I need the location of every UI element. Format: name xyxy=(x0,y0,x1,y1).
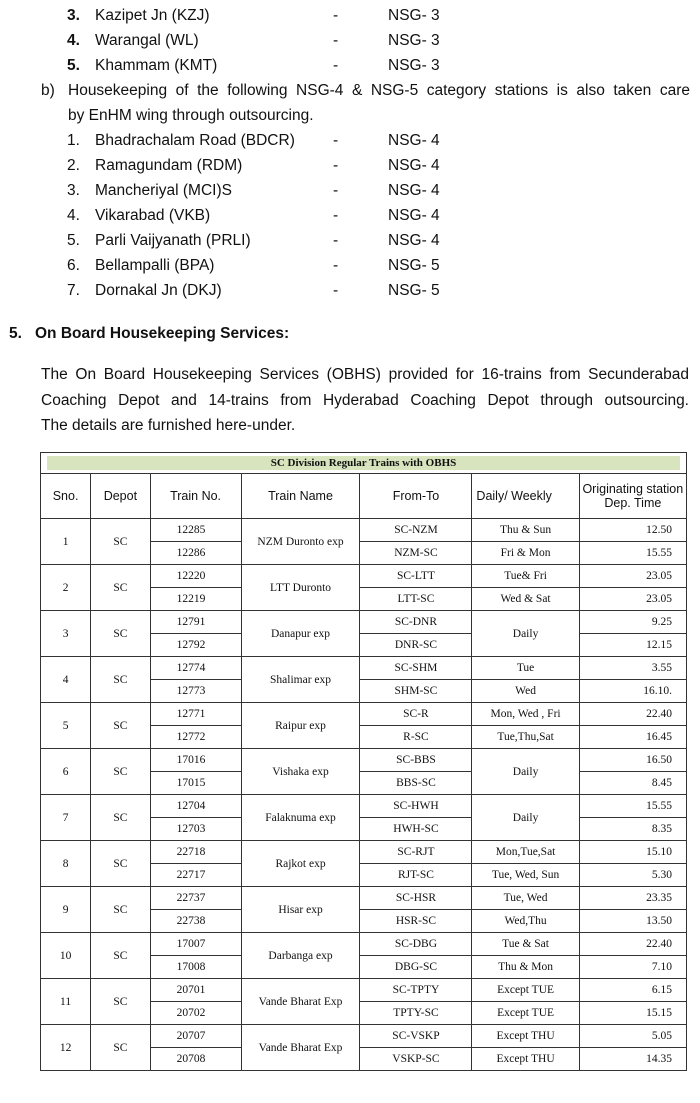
station-category: NSG- 5 xyxy=(388,257,440,274)
cell-train-no: 20708 xyxy=(150,1048,241,1071)
cell-from-to: NZM-SC xyxy=(360,542,472,565)
station-category: NSG- 4 xyxy=(388,132,440,149)
list-item xyxy=(0,278,700,303)
item-b-text-line: by EnHM wing through outsourcing. xyxy=(68,107,314,124)
header-train-no: Train No. xyxy=(150,474,241,519)
cell-train-name: LTT Duronto xyxy=(241,565,360,611)
item-b-text-line: Housekeeping of the following NSG-4 & NSG-5 category stations is also taken care xyxy=(68,82,690,99)
cell-from-to: BBS-SC xyxy=(360,772,472,795)
cell-from-to: R-SC xyxy=(360,726,472,749)
cell-dep-time: 15.55 xyxy=(579,795,686,818)
table-caption-row xyxy=(41,453,687,474)
cell-train-name: NZM Duronto exp xyxy=(241,519,360,565)
cell-sno: 7 xyxy=(41,795,91,841)
cell-from-to: SC-R xyxy=(360,703,472,726)
cell-days: Tue, Wed, Sun xyxy=(472,864,579,887)
cell-from-to: SC-LTT xyxy=(360,565,472,588)
station-name: Vikarabad (VKB) xyxy=(95,207,211,224)
cell-train-no: 12772 xyxy=(150,726,241,749)
cell-train-name: Falaknuma exp xyxy=(241,795,360,841)
cell-dep-time: 5.30 xyxy=(579,864,686,887)
item-number: 6. xyxy=(67,257,80,274)
cell-days: Mon, Wed , Fri xyxy=(472,703,579,726)
table-row xyxy=(41,841,687,864)
list-item xyxy=(0,128,700,153)
cell-sno: 5 xyxy=(41,703,91,749)
cell-days: Tue& Fri xyxy=(472,565,579,588)
cell-days: Wed,Thu xyxy=(472,910,579,933)
cell-sno: 3 xyxy=(41,611,91,657)
cell-from-to: DBG-SC xyxy=(360,956,472,979)
cell-days: Tue xyxy=(472,657,579,680)
cell-train-no: 12285 xyxy=(150,519,241,542)
cell-from-to: SC-RJT xyxy=(360,841,472,864)
cell-from-to: SHM-SC xyxy=(360,680,472,703)
cell-depot: SC xyxy=(91,841,150,887)
cell-train-no: 22718 xyxy=(150,841,241,864)
separator-dash: - xyxy=(333,232,339,249)
cell-dep-time: 22.40 xyxy=(579,703,686,726)
separator-dash: - xyxy=(333,32,339,49)
section-number: 5. xyxy=(9,325,22,342)
cell-train-name: Shalimar exp xyxy=(241,657,360,703)
table-row xyxy=(41,749,687,772)
cell-depot: SC xyxy=(91,795,150,841)
cell-days: Except THU xyxy=(472,1025,579,1048)
separator-dash: - xyxy=(333,132,339,149)
cell-train-name: Vande Bharat Exp xyxy=(241,979,360,1025)
station-category: NSG- 3 xyxy=(388,7,440,24)
cell-depot: SC xyxy=(91,611,150,657)
cell-train-no: 17016 xyxy=(150,749,241,772)
cell-train-no: 17015 xyxy=(150,772,241,795)
cell-train-no: 20701 xyxy=(150,979,241,1002)
cell-from-to: SC-HSR xyxy=(360,887,472,910)
item-number: 5. xyxy=(67,232,80,249)
station-name: Khammam (KMT) xyxy=(95,57,218,74)
section-title: On Board Housekeeping Services: xyxy=(35,325,290,342)
cell-dep-time: 16.50 xyxy=(579,749,686,772)
cell-dep-time: 12.15 xyxy=(579,634,686,657)
cell-train-no: 12220 xyxy=(150,565,241,588)
cell-train-name: Danapur exp xyxy=(241,611,360,657)
cell-train-name: Raipur exp xyxy=(241,703,360,749)
station-category: NSG- 4 xyxy=(388,182,440,199)
list-item xyxy=(0,203,700,228)
cell-dep-time: 9.25 xyxy=(579,611,686,634)
cell-from-to: SC-TPTY xyxy=(360,979,472,1002)
cell-days: Tue,Thu,Sat xyxy=(472,726,579,749)
cell-from-to: VSKP-SC xyxy=(360,1048,472,1071)
cell-dep-time: 6.15 xyxy=(579,979,686,1002)
table-row xyxy=(41,657,687,680)
cell-from-to: LTT-SC xyxy=(360,588,472,611)
list-item xyxy=(0,53,700,78)
cell-dep-time: 23.05 xyxy=(579,588,686,611)
cell-dep-time: 13.50 xyxy=(579,910,686,933)
cell-depot: SC xyxy=(91,565,150,611)
cell-depot: SC xyxy=(91,887,150,933)
separator-dash: - xyxy=(333,7,339,24)
cell-dep-time: 8.35 xyxy=(579,818,686,841)
station-category: NSG- 3 xyxy=(388,32,440,49)
item-number: 2. xyxy=(67,157,80,174)
table-row xyxy=(41,1025,687,1048)
list-item xyxy=(0,228,700,253)
cell-days: Except TUE xyxy=(472,979,579,1002)
cell-dep-time: 16.10. xyxy=(579,680,686,703)
list-item xyxy=(0,28,700,53)
station-name: Dornakal Jn (DKJ) xyxy=(95,282,222,299)
table-caption: SC Division Regular Trains with OBHS xyxy=(47,456,680,470)
cell-from-to: HSR-SC xyxy=(360,910,472,933)
cell-dep-time: 16.45 xyxy=(579,726,686,749)
station-category: NSG- 4 xyxy=(388,157,440,174)
separator-dash: - xyxy=(333,182,339,199)
cell-train-no: 12792 xyxy=(150,634,241,657)
cell-train-no: 12773 xyxy=(150,680,241,703)
separator-dash: - xyxy=(333,57,339,74)
cell-days: Wed & Sat xyxy=(472,588,579,611)
cell-dep-time: 15.15 xyxy=(579,1002,686,1025)
header-depot: Depot xyxy=(91,474,150,519)
cell-from-to: RJT-SC xyxy=(360,864,472,887)
list-item xyxy=(0,253,700,278)
table-row xyxy=(41,565,687,588)
cell-train-no: 12704 xyxy=(150,795,241,818)
cell-train-no: 12286 xyxy=(150,542,241,565)
cell-depot: SC xyxy=(91,1025,150,1071)
cell-train-no: 22717 xyxy=(150,864,241,887)
cell-dep-time: 22.40 xyxy=(579,933,686,956)
cell-from-to: SC-NZM xyxy=(360,519,472,542)
header-train-name: Train Name xyxy=(241,474,360,519)
cell-dep-time: 15.55 xyxy=(579,542,686,565)
cell-train-no: 17008 xyxy=(150,956,241,979)
cell-from-to: SC-VSKP xyxy=(360,1025,472,1048)
cell-days: Thu & Sun xyxy=(472,519,579,542)
separator-dash: - xyxy=(333,157,339,174)
item-b-marker: b) xyxy=(41,82,55,99)
cell-sno: 8 xyxy=(41,841,91,887)
cell-depot: SC xyxy=(91,979,150,1025)
station-category: NSG- 4 xyxy=(388,232,440,249)
cell-sno: 6 xyxy=(41,749,91,795)
cell-dep-time: 23.35 xyxy=(579,887,686,910)
cell-train-no: 22737 xyxy=(150,887,241,910)
cell-from-to: DNR-SC xyxy=(360,634,472,657)
station-name: Ramagundam (RDM) xyxy=(95,157,243,174)
cell-train-name: Vishaka exp xyxy=(241,749,360,795)
cell-sno: 1 xyxy=(41,519,91,565)
list-item xyxy=(0,178,700,203)
cell-train-name: Rajkot exp xyxy=(241,841,360,887)
cell-sno: 9 xyxy=(41,887,91,933)
cell-days: Daily xyxy=(472,611,579,657)
item-number: 5. xyxy=(67,57,80,74)
item-number: 4. xyxy=(67,207,80,224)
cell-depot: SC xyxy=(91,657,150,703)
cell-depot: SC xyxy=(91,703,150,749)
list-item xyxy=(0,3,700,28)
obhs-trains-table xyxy=(40,452,687,1071)
cell-train-no: 20702 xyxy=(150,1002,241,1025)
cell-dep-time: 23.05 xyxy=(579,565,686,588)
cell-train-no: 12774 xyxy=(150,657,241,680)
cell-days: Daily xyxy=(472,795,579,841)
cell-train-no: 12703 xyxy=(150,818,241,841)
cell-train-no: 12219 xyxy=(150,588,241,611)
station-name: Parli Vaijyanath (PRLI) xyxy=(95,232,251,249)
cell-train-no: 12791 xyxy=(150,611,241,634)
cell-dep-time: 5.05 xyxy=(579,1025,686,1048)
cell-depot: SC xyxy=(91,749,150,795)
station-name: Mancheriyal (MCI)S xyxy=(95,182,232,199)
table-row xyxy=(41,887,687,910)
cell-dep-time: 7.10 xyxy=(579,956,686,979)
cell-from-to: SC-DBG xyxy=(360,933,472,956)
item-number: 3. xyxy=(67,182,80,199)
header-daily-weekly: Daily/ Weekly xyxy=(472,474,579,519)
cell-train-no: 12771 xyxy=(150,703,241,726)
cell-days: Except TUE xyxy=(472,1002,579,1025)
item-number: 4. xyxy=(67,32,80,49)
cell-train-name: Hisar exp xyxy=(241,887,360,933)
cell-sno: 10 xyxy=(41,933,91,979)
cell-sno: 4 xyxy=(41,657,91,703)
cell-dep-time: 14.35 xyxy=(579,1048,686,1071)
paragraph-line: The On Board Housekeeping Services (OBHS) provided for 16-trains from Secunderabad xyxy=(41,366,689,383)
cell-from-to: HWH-SC xyxy=(360,818,472,841)
list-item xyxy=(0,153,700,178)
header-originating-time: Originating station Dep. Time xyxy=(579,474,686,519)
table-row xyxy=(41,795,687,818)
paragraph-line: The details are furnished here-under. xyxy=(41,417,296,434)
cell-from-to: SC-SHM xyxy=(360,657,472,680)
cell-days: Thu & Mon xyxy=(472,956,579,979)
header-sno: Sno. xyxy=(41,474,91,519)
cell-from-to: SC-BBS xyxy=(360,749,472,772)
cell-from-to: SC-DNR xyxy=(360,611,472,634)
table-row xyxy=(41,979,687,1002)
item-number: 3. xyxy=(67,7,80,24)
table-row xyxy=(41,519,687,542)
station-name: Bellampalli (BPA) xyxy=(95,257,215,274)
table-row xyxy=(41,703,687,726)
cell-from-to: SC-HWH xyxy=(360,795,472,818)
header-from-to: From-To xyxy=(360,474,472,519)
station-category: NSG- 3 xyxy=(388,57,440,74)
item-number: 1. xyxy=(67,132,80,149)
station-category: NSG- 5 xyxy=(388,282,440,299)
cell-train-name: Vande Bharat Exp xyxy=(241,1025,360,1071)
station-name: Kazipet Jn (KZJ) xyxy=(95,7,210,24)
cell-from-to: TPTY-SC xyxy=(360,1002,472,1025)
cell-train-name: Darbanga exp xyxy=(241,933,360,979)
cell-days: Daily xyxy=(472,749,579,795)
cell-train-no: 20707 xyxy=(150,1025,241,1048)
table-header-row xyxy=(41,474,687,519)
cell-sno: 12 xyxy=(41,1025,91,1071)
item-number: 7. xyxy=(67,282,80,299)
cell-depot: SC xyxy=(91,933,150,979)
station-name: Bhadrachalam Road (BDCR) xyxy=(95,132,295,149)
separator-dash: - xyxy=(333,282,339,299)
cell-train-no: 22738 xyxy=(150,910,241,933)
table-row xyxy=(41,611,687,634)
section-heading xyxy=(0,325,700,347)
separator-dash: - xyxy=(333,207,339,224)
station-category: NSG- 4 xyxy=(388,207,440,224)
cell-sno: 11 xyxy=(41,979,91,1025)
cell-dep-time: 3.55 xyxy=(579,657,686,680)
cell-sno: 2 xyxy=(41,565,91,611)
cell-days: Except THU xyxy=(472,1048,579,1071)
cell-dep-time: 12.50 xyxy=(579,519,686,542)
cell-days: Mon,Tue,Sat xyxy=(472,841,579,864)
cell-days: Tue, Wed xyxy=(472,887,579,910)
paragraph-line: Coaching Depot and 14-trains from Hyderabad Coaching Depot through outsourcing. xyxy=(41,392,689,409)
cell-days: Tue & Sat xyxy=(472,933,579,956)
table-row xyxy=(41,933,687,956)
cell-train-no: 17007 xyxy=(150,933,241,956)
cell-days: Fri & Mon xyxy=(472,542,579,565)
cell-dep-time: 15.10 xyxy=(579,841,686,864)
station-name: Warangal (WL) xyxy=(95,32,199,49)
cell-dep-time: 8.45 xyxy=(579,772,686,795)
cell-depot: SC xyxy=(91,519,150,565)
separator-dash: - xyxy=(333,257,339,274)
cell-days: Wed xyxy=(472,680,579,703)
